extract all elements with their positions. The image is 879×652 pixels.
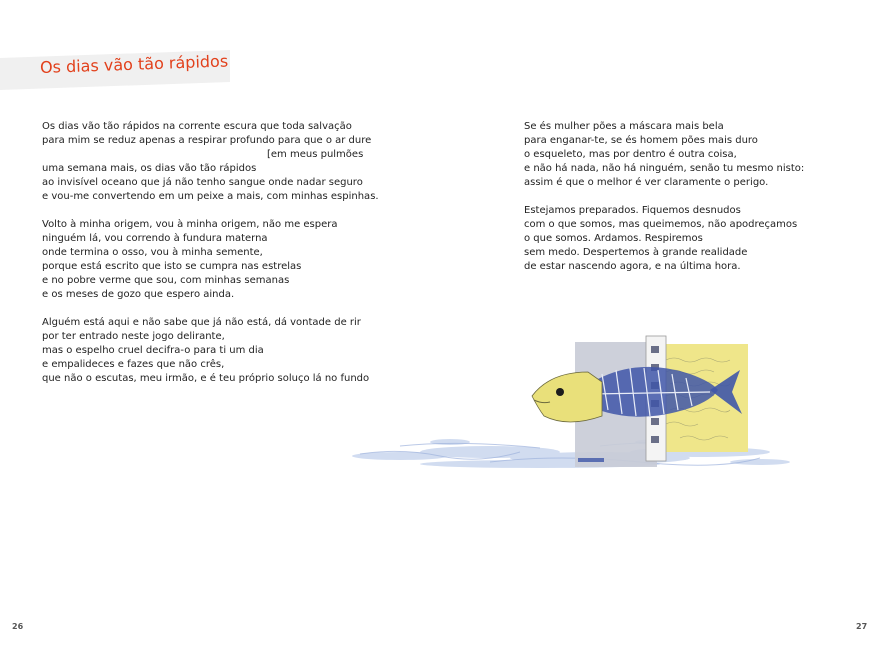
stanza bbox=[42, 218, 372, 302]
poem-line: e não há nada, não há ninguém, senão tu mesmo nisto: bbox=[524, 163, 805, 174]
stanza bbox=[42, 120, 379, 204]
poem-line: onde termina o osso, vou à minha semente, bbox=[42, 247, 263, 258]
poem-line: com o que somos, mas queimemos, não apodreçamos bbox=[524, 219, 798, 230]
page-number-left: 26 bbox=[12, 622, 24, 631]
stanza bbox=[524, 120, 844, 190]
poem-line: ao invisível oceano que já não tenho sangue onde nadar seguro bbox=[42, 177, 363, 188]
poem-line: e os meses de gozo que espero ainda. bbox=[42, 289, 235, 300]
fish-skeleton-collage-illustration bbox=[340, 330, 790, 490]
poem-line: Alguém está aqui e não sabe que já não está, dá vontade de rir bbox=[42, 317, 361, 328]
poem-line: que não o escutas, meu irmão, e é teu próprio soluço lá no fundo bbox=[42, 373, 370, 384]
poem-line: e vou-me convertendo em um peixe a mais, com minhas espinhas. bbox=[42, 191, 379, 202]
stamp-mark bbox=[578, 458, 604, 462]
poem-line: o esqueleto, mas por dentro é outra coisa, bbox=[524, 149, 737, 160]
poem-line: Volto à minha origem, vou à minha origem, não me espera bbox=[42, 219, 338, 230]
poem-line: de estar nascendo agora, e na última hora. bbox=[524, 261, 741, 272]
poem-line: Estejamos preparados. Fiquemos desnudos bbox=[524, 205, 741, 216]
fish-eye bbox=[556, 388, 564, 396]
poem-line: porque está escrito que isto se cumpra nas estrelas bbox=[42, 261, 302, 272]
poem-line: sem medo. Despertemos à grande realidade bbox=[524, 247, 748, 258]
fish-head bbox=[532, 372, 602, 422]
page-number-right: 27 bbox=[856, 622, 868, 631]
poem-line: uma semana mais, os dias vão tão rápidos bbox=[42, 163, 257, 174]
poem-line: Os dias vão tão rápidos na corrente escura que toda salvação bbox=[42, 121, 352, 132]
poem-line: e no pobre verme que sou, com minhas semanas bbox=[42, 275, 290, 286]
stanza bbox=[524, 204, 844, 274]
poem-line: ninguém lá, vou correndo à fundura materna bbox=[42, 233, 268, 244]
poem-title: Os dias vão tão rápidos bbox=[39, 51, 229, 77]
poem-line: por ter entrado neste jogo delirante, bbox=[42, 331, 225, 342]
poem-line: assim é que o melhor é ver claramente o perigo. bbox=[524, 177, 769, 188]
poem-line: e empalideces e fazes que não crês, bbox=[42, 359, 225, 370]
stanza bbox=[42, 316, 372, 386]
poem-line: para enganar-te, se és homem pões mais duro bbox=[524, 135, 758, 146]
poem-line: mas o espelho cruel decifra-o para ti um dia bbox=[42, 345, 264, 356]
poem-line: Se és mulher pões a máscara mais bela bbox=[524, 121, 724, 132]
left-page-poem bbox=[42, 120, 379, 400]
poem-line: para mim se reduz apenas a respirar profundo para que o ar dure bbox=[42, 135, 372, 146]
right-page-poem bbox=[524, 120, 844, 288]
poem-line: [em meus pulmões bbox=[267, 149, 364, 160]
poem-line: o que somos. Ardamos. Respiremos bbox=[524, 233, 703, 244]
